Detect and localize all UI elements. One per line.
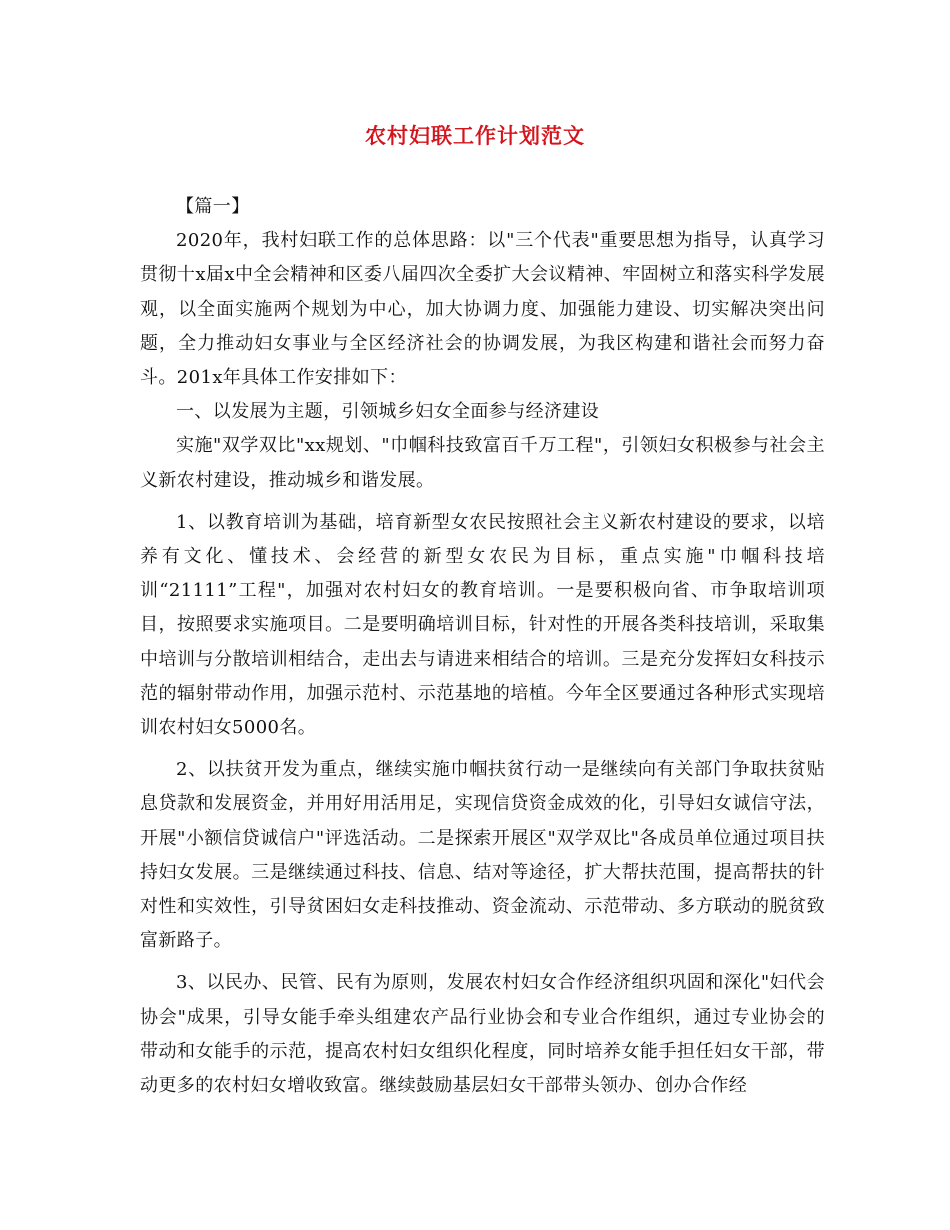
paragraph: 3、以民办、民管、民有为原则，发展农村妇女合作经济组织巩固和深化"妇代会协会"成果，引导女能手牵头组建农产品行业协会和专业合作组织，通过专业协会的带动和女能手的示范，提高农村妇女组织化程度，同时培养女能手担任妇女干部，带动更多的农村妇女增收致富。继续鼓励基层妇女干部带头领办、创办合作经 xyxy=(140,972,825,1097)
paragraph: 一、以发展为主题，引领城乡妇女全面参与经济建设 xyxy=(176,401,600,423)
paragraph: 1、以教育培训为基础，培育新型女农民按照社会主义新农村建设的要求，以培养有文化、懂技术、会经营的新型女农民为目标，重点实施"巾帼科技培训“21111”工程"，加强对农村妇女的教育培训。一是要积极向省、市争取培训项目，按照要求实施项目。二是要明确培训目标，针对性的开展各类科技培训，采取集中培训与分散培训相结合，走出去与请进来相结合的培训。三是充分发挥妇女科技示范的辐射带动作用，加强示范村、示范基地的培植。今年全区要通过各种形式实现培训农村妇女5000名。 xyxy=(140,511,825,739)
document-body xyxy=(140,190,825,1103)
section-heading: 【篇一】 xyxy=(176,196,250,217)
document-title: 农村妇联工作计划范文 xyxy=(365,123,585,148)
paragraph: 2、以扶贫开发为重点，继续实施巾帼扶贫行动一是继续向有关部门争取扶贫贴息贷款和发展资金，并用好用活用足，实现信贷资金成效的化，引导妇女诚信守法，开展"小额信贷诚信户"评选活动。二是探索开展区"双学双比"各成员单位通过项目扶持妇女发展。三是继续通过科技、信息、结对等途径，扩大帮扶范围，提高帮扶的针对性和实效性，引导贫困妇女走科技推动、资金流动、示范带动、多方联动的脱贫致富新路子。 xyxy=(140,759,825,952)
paragraph: 实施"双学双比"xx规划、"巾帼科技致富百千万工程"，引领妇女积极参与社会主义新农村建设，推动城乡和谐发展。 xyxy=(140,435,825,491)
paragraph: 2020年，我村妇联工作的总体思路：以"三个代表"重要思想为指导，认真学习贯彻十x届x中全会精神和区委八届四次全委扩大会议精神、牢固树立和落实科学发展观，以全面实施两个规划为中心，加大协调力度、加强能力建设、切实解决突出问题，全力推动妇女事业与全区经济社会的协调发展，为我区构建和谐社会而努力奋斗。201x年具体工作安排如下： xyxy=(140,230,825,389)
